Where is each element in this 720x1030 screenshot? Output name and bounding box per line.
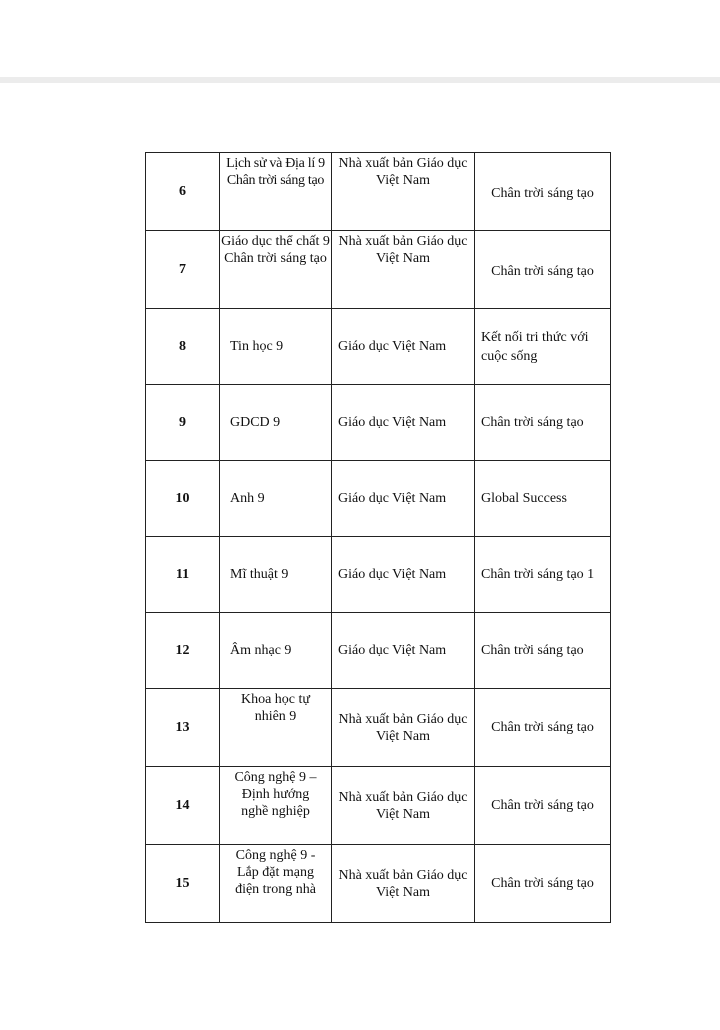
table-row [146,309,611,385]
subject-cell: Công nghệ 9 - Lắp đặt mạng điện trong nhà [220,845,332,923]
series-cell: Kết nối tri thức với cuộc sống [475,309,611,385]
row-number: 15 [146,845,220,923]
row-number: 6 [146,153,220,231]
publisher-cell: Giáo dục Việt Nam [332,537,475,613]
publisher-cell: Nhà xuất bản Giáo dục Việt Nam [332,153,475,231]
subject-cell: Giáo dục thể chất 9 Chân trời sáng tạo [220,231,332,309]
publisher-cell: Giáo dục Việt Nam [332,385,475,461]
table-row [146,613,611,689]
series-text: Chân trời sáng tạo [491,264,594,279]
series-cell: Chân trời sáng tạo [475,613,611,689]
series-text: Chân trời sáng tạo [491,186,594,201]
table-row [146,461,611,537]
series-cell: Chân trời sáng tạo [475,845,611,923]
table-row [146,231,611,309]
row-number: 7 [146,231,220,309]
row-number: 13 [146,689,220,767]
table-row [146,153,611,231]
publisher-cell: Nhà xuất bản Giáo dục Việt Nam [332,767,475,845]
series-cell: Chân trời sáng tạo 1 [475,537,611,613]
row-number: 8 [146,309,220,385]
textbook-table [145,152,611,923]
subject-cell: Tin học 9 [220,309,332,385]
publisher-cell: Nhà xuất bản Giáo dục Việt Nam [332,845,475,923]
subject-cell: Âm nhạc 9 [220,613,332,689]
row-number: 12 [146,613,220,689]
series-cell: Chân trời sáng tạo [475,689,611,767]
publisher-cell: Giáo dục Việt Nam [332,613,475,689]
table-row [146,845,611,923]
publisher-cell: Nhà xuất bản Giáo dục Việt Nam [332,689,475,767]
publisher-cell: Giáo dục Việt Nam [332,461,475,537]
table-row [146,767,611,845]
subject-cell: Lịch sử và Địa lí 9 Chân trời sáng tạo [220,153,332,231]
series-cell: Global Success [475,461,611,537]
row-number: 14 [146,767,220,845]
subject-cell: GDCD 9 [220,385,332,461]
viewer-divider [0,77,720,83]
table-row [146,689,611,767]
row-number: 10 [146,461,220,537]
viewer-top-bar [0,0,720,77]
publisher-cell: Nhà xuất bản Giáo dục Việt Nam [332,231,475,309]
subject-cell: Anh 9 [220,461,332,537]
series-cell [475,231,611,309]
series-cell [475,153,611,231]
subject-cell: Công nghệ 9 – Định hướng nghề nghiệp [220,767,332,845]
subject-cell: Mĩ thuật 9 [220,537,332,613]
table-row [146,537,611,613]
row-number: 11 [146,537,220,613]
table-row [146,385,611,461]
series-cell: Chân trời sáng tạo [475,385,611,461]
series-cell: Chân trời sáng tạo [475,767,611,845]
subject-cell: Khoa học tự nhiên 9 [220,689,332,767]
row-number: 9 [146,385,220,461]
publisher-cell: Giáo dục Việt Nam [332,309,475,385]
